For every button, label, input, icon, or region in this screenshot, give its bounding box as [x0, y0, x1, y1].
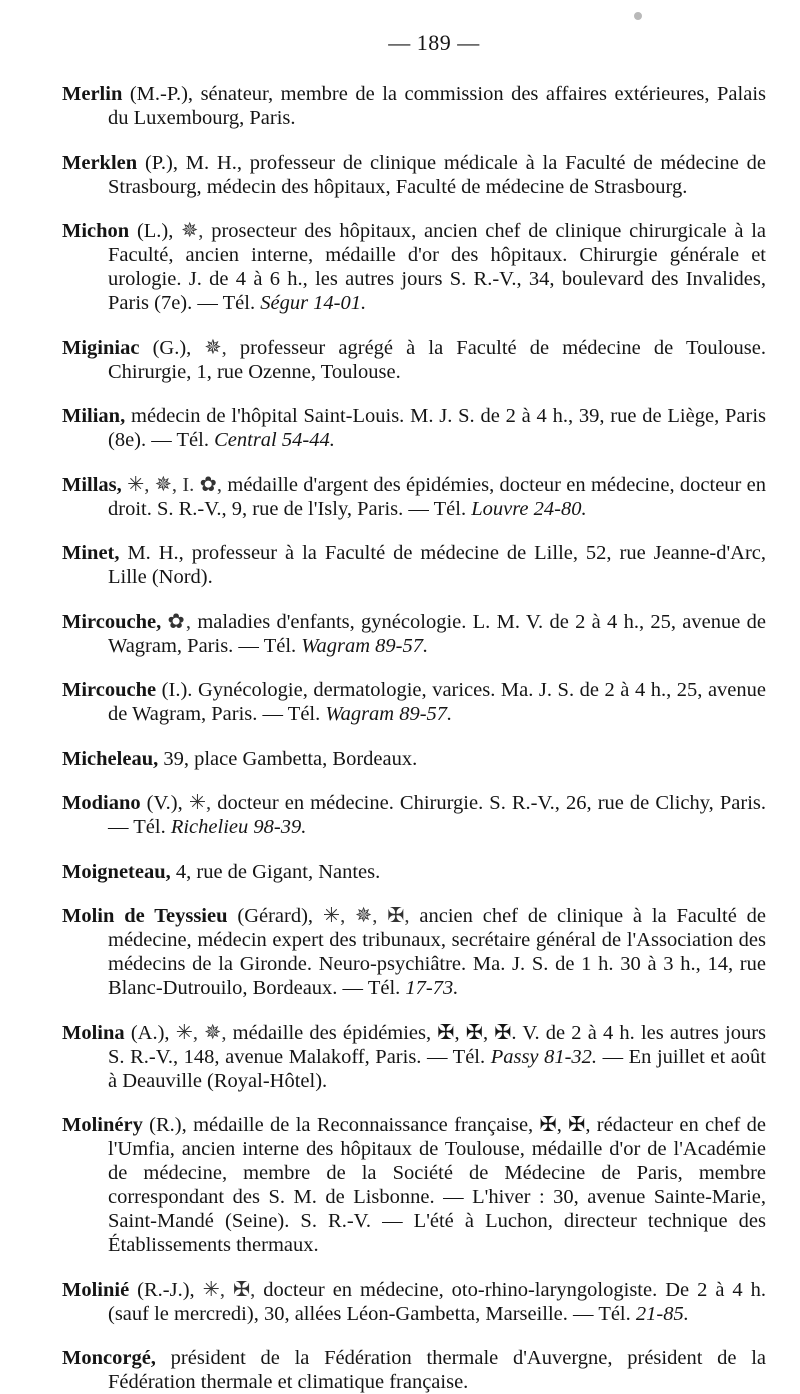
entry-text: 39, place Gambetta, Bordeaux.	[163, 747, 418, 770]
entry-tel: Ségur 14-01.	[260, 292, 367, 314]
entry-text: sénateur, membre de la commission des affaires extérieures, Palais du Luxembourg, Paris.	[108, 83, 767, 129]
entry-name: Molina	[62, 1021, 125, 1044]
entry-text: ancien chef de clinique à la Faculté de médecine, médecin expert des tribunaux, secrétaire général de l'Association des médecins de la Gironde. Neuro-psychiâtre. Ma. J. S. de 1 h. 30 à 3 h., 14, rue Blanc-Dutrouilo, Bordeaux. —	[108, 905, 767, 999]
entry-initials: (R.),	[142, 1114, 187, 1136]
entry-name: Mircouche,	[62, 610, 162, 633]
entry-tel-label: Tél.	[287, 703, 321, 725]
entry-initials: (A.),	[124, 1021, 170, 1044]
entry-text: M. H., professeur de clinique médicale à la Faculté de médecine de Strasbourg, médecin des hôpitaux, Faculté de médecine de Strasbourg.	[108, 151, 767, 198]
directory-entry	[62, 1021, 766, 1093]
directory-entry	[62, 82, 766, 130]
directory-entry	[62, 747, 766, 771]
directory-entry	[62, 610, 766, 658]
entry-text: maladies d'enfants, gynécologie. L. M. V. de 2 à 4 h., 25, avenue de Wagram, Paris. —	[108, 610, 766, 657]
entry-name: Modiano	[62, 792, 141, 814]
entry-text: médaille d'argent des épidémies, docteur en médecine, docteur en droit. S. R.-V., 9, rue de l'Isly, Paris. —	[108, 473, 767, 520]
entry-name: Michon	[62, 220, 130, 242]
directory-entry	[62, 541, 766, 589]
entry-name: Molinié	[62, 1278, 130, 1301]
entry-tel-label: Tél.	[176, 429, 209, 451]
page-number: — 189 —	[388, 30, 480, 55]
entry-text: médecin de l'hôpital Saint-Louis. M. J. S. de 2 à 4 h., 39, rue de Liège, Paris (8e). —	[108, 405, 766, 451]
directory-entry	[62, 1113, 766, 1257]
entry-tail: — En juillet et août à Deauville (Royal-Hôtel).	[108, 1045, 767, 1092]
entry-initials: (P.),	[137, 151, 178, 174]
entry-initials: (I.).	[156, 679, 193, 701]
entry-tel-label: Tél.	[433, 497, 467, 520]
directory-entry	[62, 473, 766, 521]
entry-tel-label: Tél.	[452, 1045, 486, 1068]
directory-entry	[62, 904, 766, 1000]
entry-initials: (L.),	[129, 220, 174, 242]
entry-distinctions: ✵,	[181, 220, 204, 242]
entry-name: Micheleau,	[62, 747, 159, 770]
directory-entry	[62, 1278, 766, 1326]
entry-name: Moncorgé,	[62, 1347, 156, 1369]
entry-name: Moigneteau,	[62, 860, 171, 883]
entry-initials: (M.-P.),	[122, 83, 194, 105]
entry-tel: Passy 81-32.	[490, 1045, 598, 1068]
entry-text: 4, rue de Gigant, Nantes.	[175, 860, 381, 883]
entry-distinctions: ✳, ✵, I. ✿,	[127, 473, 223, 496]
entry-initials: (G.),	[139, 336, 192, 359]
entry-name: Molinéry	[62, 1114, 143, 1136]
entry-distinctions: ✳, ✵, ✠,	[322, 905, 410, 927]
entry-initials: (V.),	[140, 792, 183, 814]
entry-name: Mircouche	[62, 679, 157, 701]
directory-entry	[62, 219, 766, 315]
directory-entry	[62, 404, 766, 452]
directory-entry	[62, 1346, 766, 1394]
entry-tel: Wagram 89-57.	[301, 634, 429, 657]
entry-name: Molin de Teyssieu	[62, 905, 228, 927]
entry-tel: 17-73.	[405, 977, 459, 999]
directory-entry	[62, 151, 766, 199]
entry-distinctions: ✿,	[167, 610, 192, 633]
entry-distinctions: ✳, ✠,	[202, 1278, 256, 1301]
entry-name: Minet,	[62, 542, 120, 564]
entry-tel-label: Tél.	[222, 292, 256, 314]
entry-tel: Louvre 24-80.	[471, 497, 587, 520]
entry-text: président de la Fédération thermale d'Auvergne, président de la Fédération thermale et climatique française.	[108, 1347, 766, 1393]
entry-text: docteur en médecine, oto-rhino-laryngologiste. De 2 à 4 h. (sauf le mercredi), 30, allées Léon-Gambetta, Marseille. —	[108, 1278, 767, 1325]
entry-initials: (R.-J.),	[129, 1278, 195, 1301]
entry-distinctions: ✳, ✵,	[175, 1021, 227, 1044]
entry-text: Gynécologie, dermatologie, varices. Ma. J. S. de 2 à 4 h., 25, avenue de Wagram, Paris. —	[108, 679, 766, 725]
directory-entry	[62, 791, 766, 839]
scan-dot	[634, 12, 642, 20]
entry-initials: (Gérard),	[227, 905, 314, 927]
entry-text: professeur agrégé à la Faculté de médecine de Toulouse. Chirurgie, 1, rue Ozenne, Toulouse.	[108, 336, 767, 383]
directory-entry	[62, 336, 766, 384]
entry-text: médaille de la Reconnaissance française, ✠, ✠, rédacteur en chef de l'Umfia, ancien interne des hôpitaux de Toulouse, médaille d'or de l'Académie de médecine, membre de la Société de Médecine de Paris, membre correspondant des S. M. de Lisbonne. — L'hiver : 30, avenue Sainte-Marie, Saint-Mandé (Seine). S. R.-V. — L'été à Luchon, directeur technique des Établissements thermaux.	[108, 1114, 767, 1256]
entry-text: médaille des épidémies, ✠, ✠, ✠. V. de 2 à 4 h. les autres jours S. R.-V., 148, avenue Malakoff, Paris. —	[108, 1021, 766, 1068]
entry-name: Merlin	[62, 83, 123, 105]
entry-text: prosecteur des hôpitaux, ancien chef de clinique chirurgicale à la Faculté, ancien interne, médaille d'or des hôpitaux. Chirurgie générale et urologie. J. de 4 à 6 h., les autres jours S. R.-V., 34, boulevard des Invalides, Paris (7e). —	[108, 220, 767, 314]
entry-tel: Central 54-44.	[214, 429, 335, 451]
entry-tel-label: Tél.	[263, 634, 297, 657]
entry-distinctions: ✵,	[204, 336, 227, 359]
entry-text: docteur en médecine. Chirurgie. S. R.-V., 26, rue de Clichy, Paris. —	[108, 792, 767, 838]
directory-entry	[62, 678, 766, 726]
entry-text: M. H., professeur à la Faculté de médecine de Lille, 52, rue Jeanne-d'Arc, Lille (Nord).	[108, 542, 767, 588]
entry-tel-label: Tél.	[598, 1302, 631, 1325]
entry-tel-label: Tél.	[367, 977, 401, 999]
entry-name: Miginiac	[62, 336, 140, 359]
entry-name: Merklen	[62, 151, 138, 174]
entry-list	[62, 82, 766, 1394]
entry-tel: Wagram 89-57.	[325, 703, 453, 725]
entry-tel-label: Tél.	[133, 816, 166, 838]
directory-entry	[62, 860, 766, 884]
entry-tel: Richelieu 98-39.	[170, 816, 307, 838]
entry-name: Milian,	[62, 405, 126, 427]
entry-distinctions: ✳,	[188, 792, 212, 814]
entry-name: Millas,	[62, 473, 122, 496]
entry-tel: 21-85.	[635, 1302, 689, 1325]
